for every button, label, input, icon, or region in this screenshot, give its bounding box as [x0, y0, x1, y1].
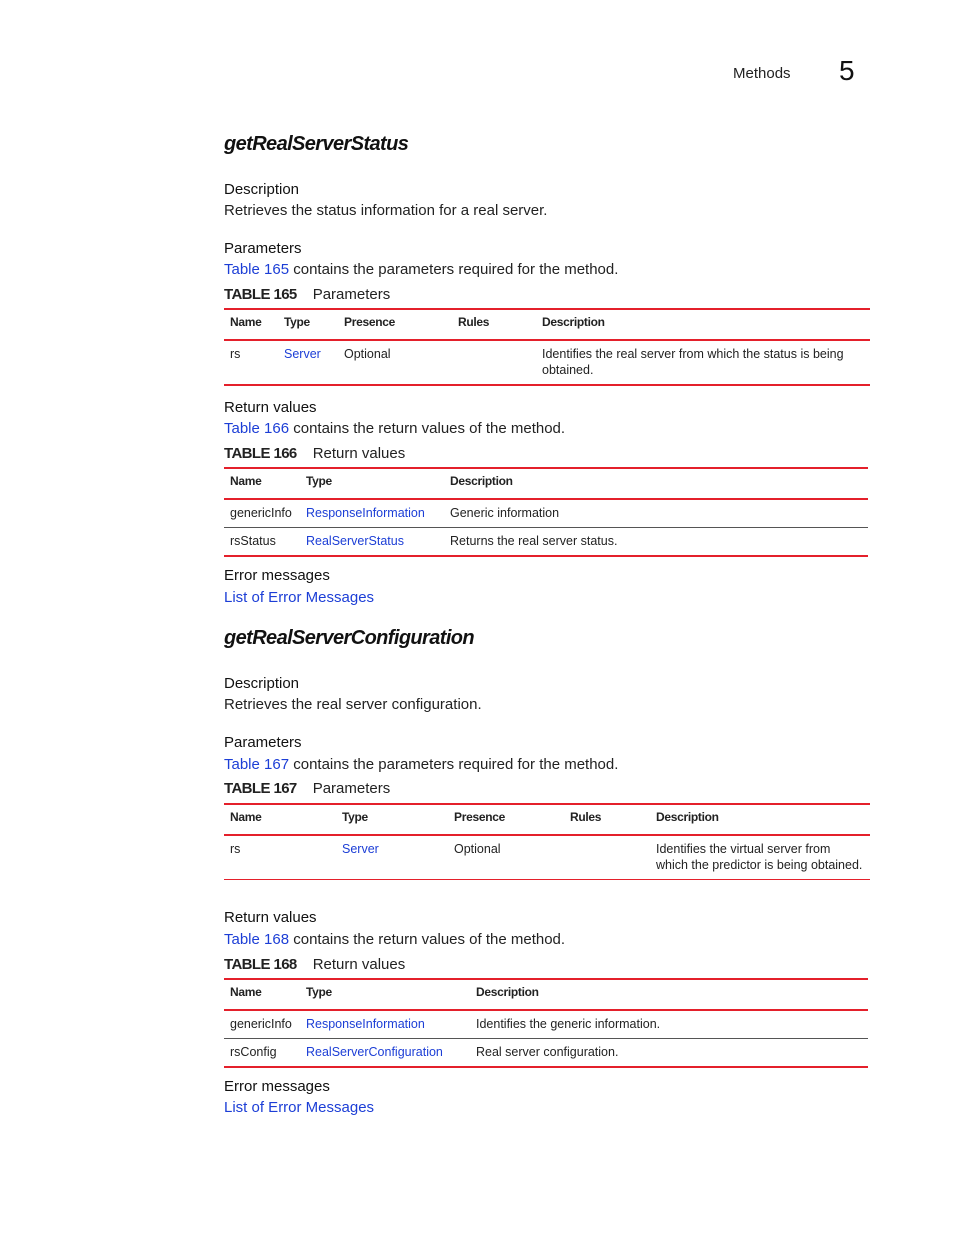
description-heading: Description	[224, 181, 300, 198]
parameters-table	[224, 308, 870, 386]
column-header: Type	[300, 468, 444, 499]
column-header: Type	[336, 804, 448, 835]
column-header: Description	[470, 979, 868, 1010]
cell-description: Identifies the real server from which the status is being obtained.	[536, 340, 870, 385]
chapter-label: Methods	[733, 65, 791, 82]
column-header: Description	[650, 804, 870, 835]
return-values-table	[224, 978, 868, 1068]
table-reference-link[interactable]: Table 165	[224, 261, 290, 278]
parameters-table	[224, 803, 870, 880]
return-values-reference	[224, 931, 565, 948]
cell-presence: Optional	[338, 340, 452, 385]
table-caption	[224, 445, 405, 462]
parameters-heading: Parameters	[224, 240, 302, 257]
cell-description: Identifies the generic information.	[470, 1010, 868, 1039]
table-caption-text: Parameters	[312, 780, 391, 797]
return-values-heading: Return values	[224, 399, 317, 416]
cell-presence: Optional	[448, 835, 564, 880]
table-label: TABLE 167	[224, 780, 297, 797]
column-header: Type	[278, 309, 338, 340]
error-messages-heading: Error messages	[224, 567, 330, 584]
parameters-heading: Parameters	[224, 734, 302, 751]
table-caption	[224, 956, 405, 973]
table-header-row	[224, 468, 868, 499]
table-caption-text: Return values	[312, 445, 406, 462]
return-values-heading: Return values	[224, 909, 317, 926]
cell-type-link[interactable]: Server	[278, 340, 338, 385]
cell-description: Returns the real server status.	[444, 528, 868, 557]
description-text: Retrieves the real server configuration.	[224, 696, 482, 713]
table-header-row	[224, 309, 870, 340]
column-header: Presence	[448, 804, 564, 835]
cell-description: Real server configuration.	[470, 1039, 868, 1068]
cell-name: rs	[224, 340, 278, 385]
column-header: Presence	[338, 309, 452, 340]
column-header: Description	[536, 309, 870, 340]
reference-text: contains the return values of the method.	[289, 420, 566, 437]
table-row	[224, 340, 870, 385]
return-values-reference	[224, 420, 565, 437]
column-header: Description	[444, 468, 868, 499]
reference-text: contains the parameters required for the method.	[289, 756, 619, 773]
table-label: TABLE 165	[224, 286, 297, 303]
table-header-row	[224, 804, 870, 835]
column-header: Name	[224, 309, 278, 340]
parameters-reference	[224, 261, 618, 278]
table-reference-link[interactable]: Table 168	[224, 931, 290, 948]
cell-type-link[interactable]: RealServerConfiguration	[300, 1039, 470, 1068]
table-row	[224, 499, 868, 528]
table-caption	[224, 286, 390, 303]
table-reference-link[interactable]: Table 166	[224, 420, 290, 437]
cell-type-link[interactable]: ResponseInformation	[300, 499, 444, 528]
table-row	[224, 1039, 868, 1068]
error-messages-heading: Error messages	[224, 1078, 330, 1095]
column-header: Name	[224, 468, 300, 499]
cell-name: rs	[224, 835, 336, 880]
reference-text: contains the parameters required for the method.	[289, 261, 619, 278]
cell-description: Generic information	[444, 499, 868, 528]
column-header: Name	[224, 804, 336, 835]
table-row	[224, 835, 870, 880]
parameters-reference	[224, 756, 618, 773]
cell-rules	[564, 835, 650, 880]
cell-rules	[452, 340, 536, 385]
cell-description: Identifies the virtual server from which the predictor is being obtained.	[650, 835, 870, 880]
chapter-number: 5	[839, 55, 855, 86]
cell-type-link[interactable]: Server	[336, 835, 448, 880]
table-caption-text: Parameters	[312, 286, 391, 303]
method-title: getRealServerConfiguration	[224, 627, 475, 649]
method-title: getRealServerStatus	[224, 133, 409, 155]
cell-name: genericInfo	[224, 1010, 300, 1039]
cell-name: rsStatus	[224, 528, 300, 557]
table-caption-text: Return values	[312, 956, 406, 973]
table-reference-link[interactable]: Table 167	[224, 756, 290, 773]
column-header: Rules	[452, 309, 536, 340]
reference-text: contains the return values of the method.	[289, 931, 566, 948]
return-values-table	[224, 467, 868, 557]
cell-type-link[interactable]: RealServerStatus	[300, 528, 444, 557]
column-header: Type	[300, 979, 470, 1010]
description-heading: Description	[224, 675, 300, 692]
table-header-row	[224, 979, 868, 1010]
table-label: TABLE 166	[224, 445, 297, 462]
table-row	[224, 528, 868, 557]
error-messages-link[interactable]: List of Error Messages	[224, 589, 375, 606]
cell-type-link[interactable]: ResponseInformation	[300, 1010, 470, 1039]
description-text: Retrieves the status information for a real server.	[224, 202, 548, 219]
column-header: Rules	[564, 804, 650, 835]
error-messages-link[interactable]: List of Error Messages	[224, 1099, 375, 1116]
cell-name: rsConfig	[224, 1039, 300, 1068]
column-header: Name	[224, 979, 300, 1010]
table-row	[224, 1010, 868, 1039]
table-caption	[224, 780, 390, 797]
table-label: TABLE 168	[224, 956, 297, 973]
cell-name: genericInfo	[224, 499, 300, 528]
